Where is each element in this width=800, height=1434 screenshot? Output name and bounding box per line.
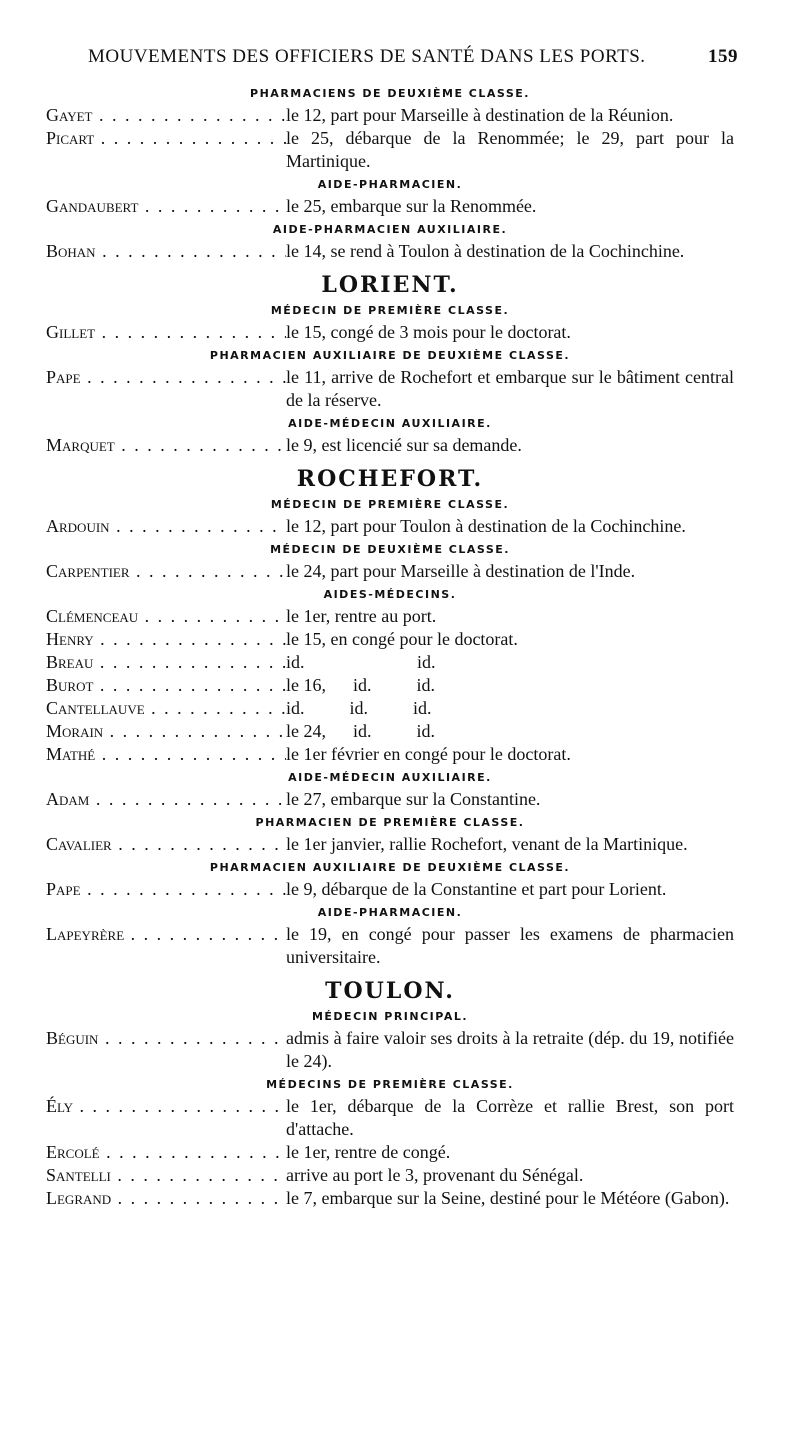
entry-text: arrive au port le 3, provenant du Sénégal.	[286, 1165, 584, 1185]
entry-name: Pape . . .	[46, 878, 286, 901]
document-body	[46, 82, 734, 1210]
entry	[46, 923, 734, 969]
category-heading: PHARMACIEN DE PREMIÈRE CLASSE.	[255, 816, 525, 829]
category-heading: MÉDECIN DE PREMIÈRE CLASSE.	[270, 304, 510, 317]
entry-name: Santelli . . .	[46, 1164, 286, 1187]
entry	[46, 434, 734, 457]
category-heading: PHARMACIEN AUXILIAIRE DE DEUXIÈME CLASSE.	[209, 861, 571, 874]
entry-name: Picart . . .	[46, 127, 286, 150]
port-heading-toulon: TOULON.	[325, 978, 455, 1004]
entry-name: Ardouin . . .	[46, 515, 286, 538]
port-heading-rochefort: ROCHEFORT.	[296, 466, 484, 492]
category-heading: MÉDECIN DE DEUXIÈME CLASSE.	[270, 543, 510, 556]
entry	[46, 674, 734, 697]
entry-text: le 27, embarque sur la Constantine.	[286, 789, 541, 809]
entry-text: id. id.	[286, 652, 436, 672]
entry-text: le 12, part pour Marseille à destination de la Réunion.	[286, 105, 674, 125]
entry-name: Béguin . . .	[46, 1027, 286, 1050]
entry-text: le 24, part pour Marseille à destination de l'Inde.	[286, 561, 636, 581]
entry	[46, 1187, 734, 1210]
entry-text: le 9, débarque de la Constantine et part pour Lorient.	[286, 879, 667, 899]
entry	[46, 1164, 734, 1187]
entry	[46, 697, 734, 720]
page-number: 159	[708, 46, 738, 67]
entry-name: Clémenceau . . .	[46, 605, 286, 628]
entry-text: le 15, congé de 3 mois pour le doctorat.	[286, 322, 571, 342]
entry-text: le 25, embarque sur la Renommée.	[286, 196, 537, 216]
entry-text: le 25, débarque de la Renommée; le 29, part pour la Martinique.	[286, 128, 734, 171]
entry-text: le 14, se rend à Toulon à destination de la Cochinchine.	[286, 241, 685, 261]
entry-text: id. id. id.	[286, 698, 432, 718]
entry-name: Cavalier . . .	[46, 833, 286, 856]
entry-name: Breau . . .	[46, 651, 286, 674]
entry-name: Henry . . .	[46, 628, 286, 651]
entry	[46, 127, 734, 173]
entry-name: Gillet . . .	[46, 321, 286, 344]
entry	[46, 833, 734, 856]
category-heading: AIDE-PHARMACIEN AUXILIAIRE.	[272, 223, 508, 236]
category-heading: PHARMACIENS DE DEUXIÈME CLASSE.	[250, 87, 530, 100]
entry	[46, 1095, 734, 1141]
category-heading: MÉDECIN DE PREMIÈRE CLASSE.	[270, 498, 510, 511]
entry	[46, 651, 734, 674]
entry	[46, 605, 734, 628]
entry	[46, 1027, 734, 1073]
entry-text: le 24, id. id.	[286, 721, 435, 741]
entry-name: Morain . . .	[46, 720, 286, 743]
entry-text: le 16, id. id.	[286, 675, 435, 695]
entry-name: Lapeyrère . . .	[46, 923, 286, 946]
entry	[46, 743, 734, 766]
category-heading: AIDES-MÉDECINS.	[323, 588, 457, 601]
entry-text: le 7, embarque sur la Seine, destiné pour le Météore (Gabon).	[286, 1188, 730, 1208]
entry-name: Carpentier . . .	[46, 560, 286, 583]
entry-text: admis à faire valoir ses droits à la retraite (dép. du 19, notifiée le 24).	[286, 1028, 734, 1071]
entry-name: Bohan . . .	[46, 240, 286, 263]
entry	[46, 515, 734, 538]
category-heading: PHARMACIEN AUXILIAIRE DE DEUXIÈME CLASSE.	[209, 349, 571, 362]
entry-text: le 9, est licencié sur sa demande.	[286, 435, 522, 455]
category-heading: AIDE-MÉDECIN AUXILIAIRE.	[288, 417, 492, 430]
entry-name: Gandaubert . . .	[46, 195, 286, 218]
entry-text: le 11, arrive de Rochefort et embarque sur le bâtiment central de la réserve.	[286, 367, 734, 410]
entry-name: Ercolé . . .	[46, 1141, 286, 1164]
entry	[46, 366, 734, 412]
entry-name: Gayet . . .	[46, 104, 286, 127]
entry-text: le 15, en congé pour le doctorat.	[286, 629, 518, 649]
category-heading: MÉDECINS DE PREMIÈRE CLASSE.	[266, 1078, 514, 1091]
category-heading: AIDE-MÉDECIN AUXILIAIRE.	[288, 771, 492, 784]
entry-text: le 1er janvier, rallie Rochefort, venant de la Martinique.	[286, 834, 688, 854]
entry-name: Adam . . .	[46, 788, 286, 811]
entry-name: Legrand . . .	[46, 1187, 286, 1210]
entry-name: Marquet . . .	[46, 434, 286, 457]
entry	[46, 104, 734, 127]
entry	[46, 788, 734, 811]
entry-text: le 12, part pour Toulon à destination de la Cochinchine.	[286, 516, 686, 536]
entry-text: le 19, en congé pour passer les examens de pharmacien universitaire.	[286, 924, 734, 967]
entry	[46, 720, 734, 743]
entry	[46, 560, 734, 583]
entry-text: le 1er février en congé pour le doctorat.	[286, 744, 571, 764]
entry-name: Burot . . .	[46, 674, 286, 697]
entry	[46, 240, 734, 263]
entry	[46, 628, 734, 651]
entry-name: Pape . . .	[46, 366, 286, 389]
running-title: MOUVEMENTS DES OFFICIERS DE SANTÉ DANS LES PORTS.	[88, 46, 646, 67]
entry	[46, 321, 734, 344]
entry	[46, 195, 734, 218]
entry-name: Mathé . . .	[46, 743, 286, 766]
entry-text: le 1er, débarque de la Corrèze et rallie Brest, son port d'attache.	[286, 1096, 734, 1139]
entry	[46, 1141, 734, 1164]
entry	[46, 878, 734, 901]
category-heading: AIDE-PHARMACIEN.	[317, 906, 463, 919]
entry-text: le 1er, rentre au port.	[286, 606, 437, 626]
category-heading: MÉDECIN PRINCIPAL.	[311, 1010, 469, 1023]
entry-name: Cantellauve . . .	[46, 697, 286, 720]
category-heading: AIDE-PHARMACIEN.	[317, 178, 463, 191]
entry-name: Ély . . .	[46, 1095, 286, 1118]
port-heading-lorient: LORIENT.	[321, 272, 459, 298]
entry-text: le 1er, rentre de congé.	[286, 1142, 451, 1162]
